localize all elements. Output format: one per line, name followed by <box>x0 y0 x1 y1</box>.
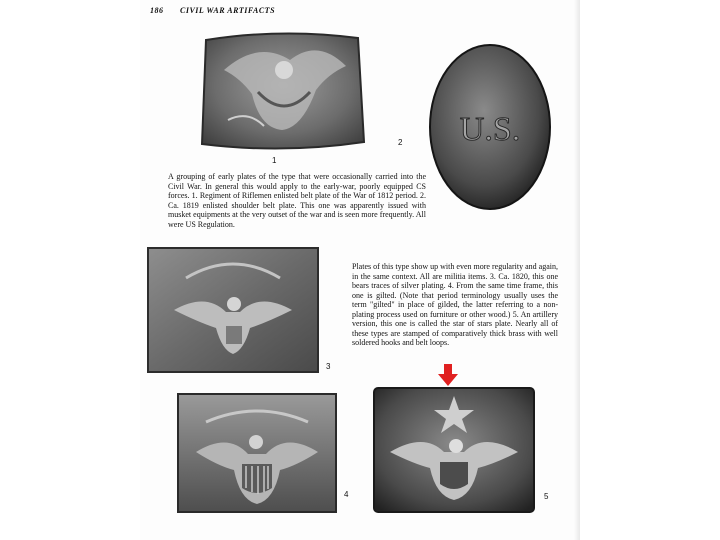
caption-right: Plates of this type show up with even more regularity and again, in the same context. All are militia items. 3. Ca. 1820, this one bears traces of silver plating. 4. From the same time frame, this one is gilted. (Note that period terminology usually uses the term "gilted" in place of gilded, the latter referring to a non-plating process used on furniture or other wood.) 5. An artillery version, this one is called the star of stars plate. Nearly all of these types are stamped of comparatively thick brass with well soldered hooks and belt loops. <box>352 262 558 347</box>
red-arrow-icon <box>438 364 458 386</box>
plate-2-image <box>426 42 554 212</box>
figure-number-2: 2 <box>398 138 403 147</box>
figure-number-4: 4 <box>344 490 349 499</box>
caption-top: A grouping of early plates of the type that were occasionally carried into the Civil War. In general this would apply to the early-war, poorly equipped CS forces. 1. Regiment of Riflemen enlisted belt plate of the War of 1812 period. 2. Ca. 1819 enlisted shoulder belt plate. This one was apparently issued with musket equipments at the very outset of the war and is seen more frequently. All were US Regulation. <box>168 172 426 229</box>
page-edge-shadow <box>574 0 580 540</box>
figure-number-5: 5 <box>544 492 549 501</box>
figure-number-1: 1 <box>272 156 277 165</box>
plate-1-image <box>198 30 366 152</box>
plate-2-lettering: U.S. <box>459 111 521 148</box>
plate-5-image <box>372 386 536 514</box>
running-title: CIVIL WAR ARTIFACTS <box>180 6 276 15</box>
plate-3-image <box>146 246 320 374</box>
page-header <box>150 6 275 15</box>
plate-4-image <box>176 392 338 514</box>
page-number: 186 <box>150 6 164 15</box>
figure-number-3: 3 <box>326 362 331 371</box>
